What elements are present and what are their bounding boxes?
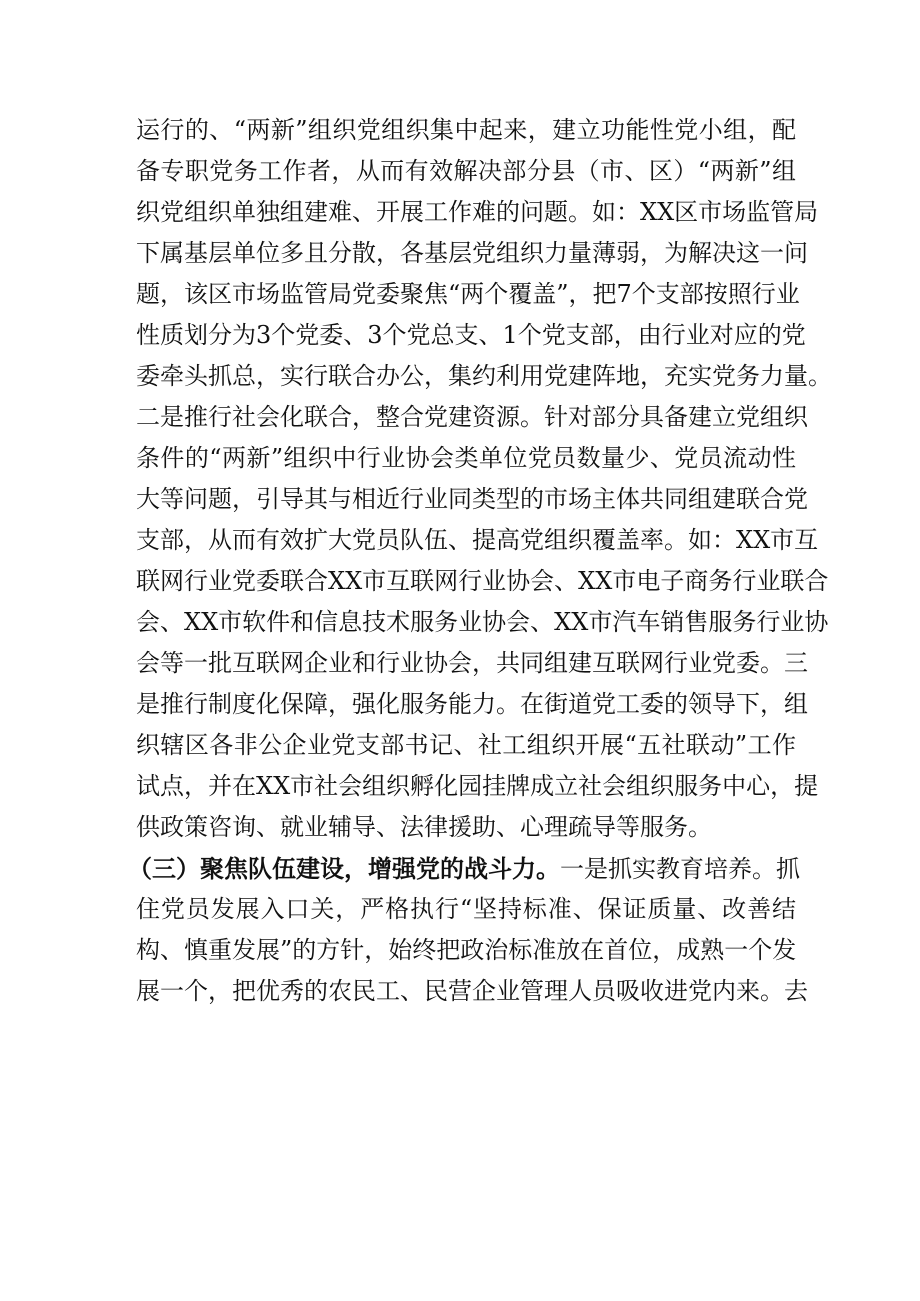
text-line: 性质划分为3个党委、3个党总支、1个党支部，由行业对应的党	[136, 321, 806, 349]
text-line: 大等问题，引导其与相近行业同类型的市场主体共同组建联合党	[136, 485, 808, 513]
document-body	[128, 110, 832, 1012]
text-line: 织辖区各非公企业党支部书记、社工组织开展“五社联动”工作	[136, 731, 796, 759]
text-line: 下属基层单位多且分散，各基层党组织力量薄弱，为解决这一问	[136, 239, 808, 267]
paragraph-1	[136, 110, 832, 848]
text-line: 委牵头抓总，实行联合办公，集约利用党建阵地，充实党务力量。	[136, 362, 832, 390]
text-line: 试点，并在XX市社会组织孵化园挂牌成立社会组织服务中心，提	[136, 772, 819, 800]
text-line: 二是推行社会化联合，整合党建资源。针对部分具备建立党组织	[136, 403, 808, 431]
text-line: 会等一批互联网企业和行业协会，共同组建互联网行业党委。三	[136, 649, 808, 677]
text-line: 备专职党务工作者，从而有效解决部分县（市、区）“两新”组	[136, 157, 796, 185]
text-line: 是推行制度化保障，强化服务能力。在街道党工委的领导下，组	[136, 690, 808, 718]
text-line: 展一个，把优秀的农民工、民营企业管理人员吸收进党内来。去	[136, 977, 808, 1005]
text-line: 联网行业党委联合XX市互联网行业协会、XX市电子商务行业联合	[136, 567, 829, 595]
text-line: 条件的“两新”组织中行业协会类单位党员数量少、党员流动性	[136, 444, 796, 472]
section-heading-continuation: 一是抓实教育培养。抓	[560, 855, 800, 883]
paragraph-2	[128, 848, 808, 1012]
text-line: 供政策咨询、就业辅导、法律援助、心理疏导等服务。	[136, 813, 712, 841]
text-line: 织党组织单独组建难、开展工作难的问题。如：XX区市场监管局	[136, 198, 819, 226]
text-line: 运行的、“两新”组织党组织集中起来，建立功能性党小组，配	[136, 116, 796, 144]
text-line	[128, 848, 800, 889]
text-line: 住党员发展入口关，严格执行“坚持标准、保证质量、改善结	[136, 895, 796, 923]
text-line: 会、XX市软件和信息技术服务业协会、XX市汽车销售服务行业协	[136, 608, 829, 636]
section-heading: （三）聚焦队伍建设，增强党的战斗力。	[128, 854, 560, 883]
text-line: 支部，从而有效扩大党员队伍、提高党组织覆盖率。如：XX市互	[136, 526, 819, 554]
text-line: 题，该区市场监管局党委聚焦“两个覆盖”，把7个支部按照行业	[136, 280, 800, 308]
text-line: 构、慎重发展”的方针，始终把政治标准放在首位，成熟一个发	[136, 936, 797, 964]
